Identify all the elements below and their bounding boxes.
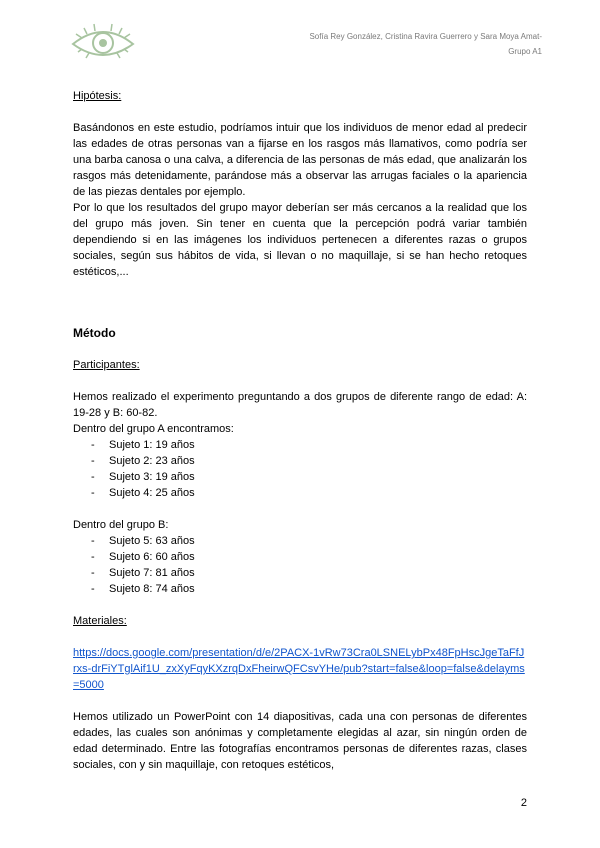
eye-logo-icon xyxy=(70,22,136,64)
materiales-heading: Materiales: xyxy=(73,615,127,627)
hipotesis-paragraph-1: Basándonos en este estudio, podríamos intuir que los individuos de menor edad al predecir las edades de otras personas van a fijarse en los rasgos más llamativos, como podría ser una barba canosa o una calva, a diferencia de las personas de más edad, que analizarán los rasgos más detenidamente, parándose más a observar las arrugas faciales o la apariencia de las piezas dentales por ejemplo. xyxy=(73,122,527,198)
participantes-intro: Hemos realizado el experimento preguntando a dos grupos de diferente rango de edad: A: 19-28 y B: 60-82. xyxy=(73,391,527,419)
list-item: - Sujeto 8: 74 años xyxy=(91,583,195,595)
list-item: - Sujeto 6: 60 años xyxy=(91,551,195,563)
list-item: - Sujeto 5: 63 años xyxy=(91,535,195,547)
grupo-a-list xyxy=(73,437,527,501)
grupo-b-list xyxy=(73,533,527,597)
header-authors: Sofía Rey González, Cristina Ravira Guerrero y Sara Moya Amat- xyxy=(309,32,542,41)
metodo-heading: Método xyxy=(73,326,116,340)
header-group: Grupo A1 xyxy=(508,47,542,56)
list-item: - Sujeto 2: 23 años xyxy=(91,455,195,467)
list-item: - Sujeto 7: 81 años xyxy=(91,567,195,579)
materiales-paragraph: Hemos utilizado un PowerPoint con 14 diapositivas, cada una con personas de diferentes edades, las cuales son anónimas y completamente elegidas al azar, sin ningún orden de edad determinado. Entre las fotografías encontramos personas de diferentes razas, clases sociales, con y sin maquillaje, con retoques estéticos, xyxy=(73,711,527,771)
presentation-link[interactable]: https://docs.google.com/presentation/d/e/2PACX-1vRw73Cra0LSNELybPx48FpHscJgeTaFfJrxs-drFiYTglAif1U_zxXyFqyKXzrqDxFheirwQFCsvYHe/pub?start=false&loop=false&delayms=5000 xyxy=(73,647,525,691)
grupo-a-label: Dentro del grupo A encontramos: xyxy=(73,423,234,435)
grupo-b-label: Dentro del grupo B: xyxy=(73,519,169,531)
document-body xyxy=(73,88,527,773)
participantes-heading: Participantes: xyxy=(73,359,140,371)
hipotesis-paragraph-2: Por lo que los resultados del grupo mayor deberían ser más cercanos a la realidad que los del grupo más joven. Sin tener en cuenta que la percepción podrá variar también dependiendo si en las imágenes los individuos pertenecen a diferentes razas o grupos sociales, según sus hábitos de vida, si llevan o no maquillaje, si se han hecho retoques estéticos,... xyxy=(73,202,527,278)
page-header xyxy=(242,29,542,59)
list-item: - Sujeto 4: 25 años xyxy=(91,487,195,499)
list-item: - Sujeto 3: 19 años xyxy=(91,471,195,483)
hipotesis-heading: Hipótesis: xyxy=(73,90,122,102)
page-number: 2 xyxy=(520,797,527,809)
list-item: - Sujeto 1: 19 años xyxy=(91,439,195,451)
